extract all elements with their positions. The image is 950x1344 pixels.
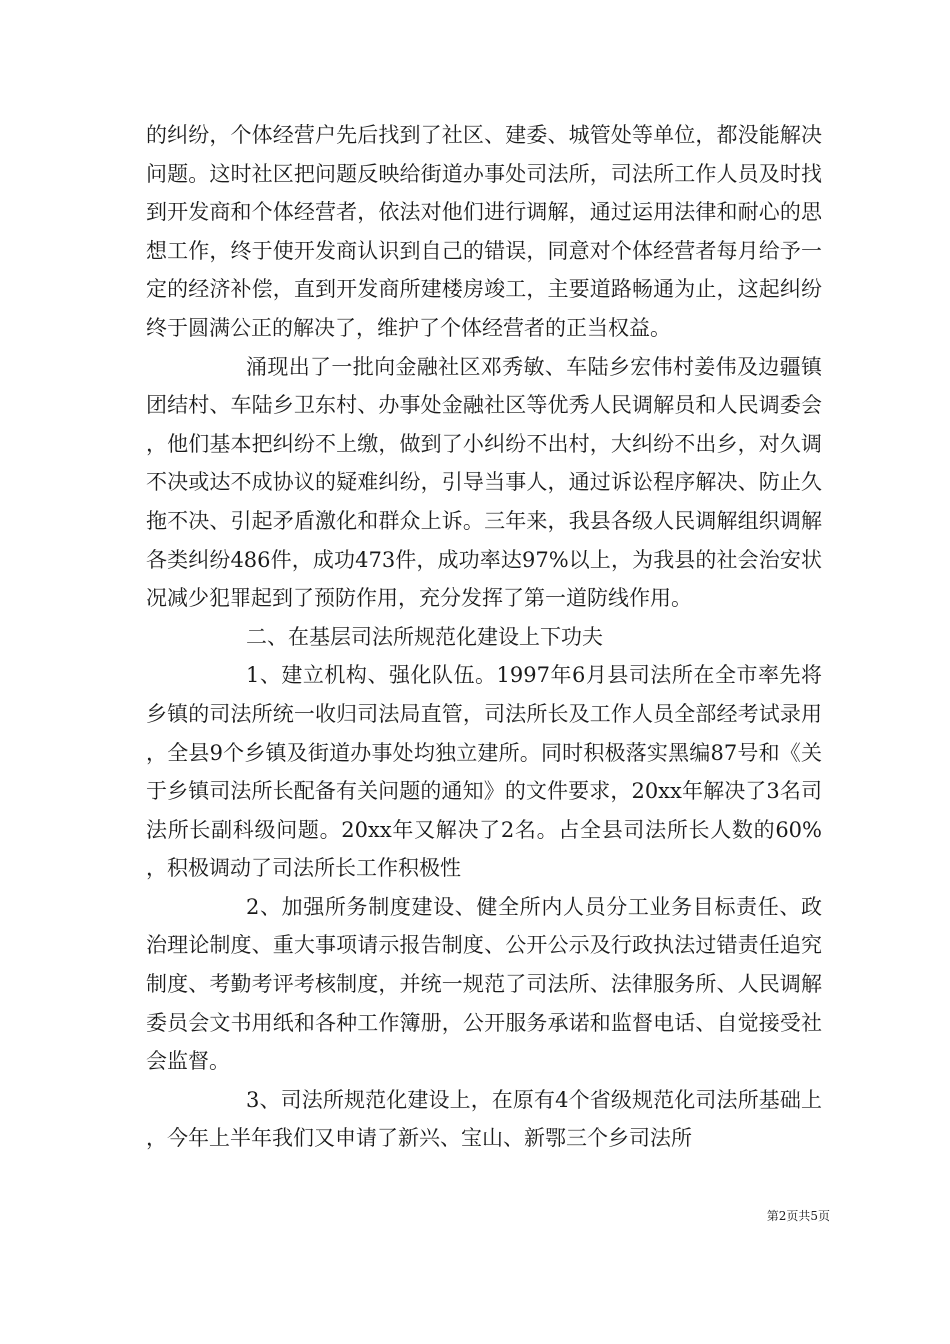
paragraph-item-3: 3、司法所规范化建设上，在原有4个省级规范化司法所基础上，今年上半年我们又申请了新兴、宝山、新鄂三个乡司法所 (146, 1087, 822, 1151)
paragraph-mediators: 涌现出了一批向金融社区邓秀敏、车陆乡宏伟村姜伟及边疆镇团结村、车陆乡卫东村、办事处金融社区等优秀人民调解员和人民调委会，他们基本把纠纷不上缴，做到了小纠纷不出村，大纠纷不出乡，对久调不决或达不成协议的疑难纠纷，引导当事人，通过诉讼程序解决、防止久拖不决、引起矛盾激化和群众上诉。三年来，我县各级人民调解组织调解各类纠纷486件，成功473件，成功率达97%以上，为我县的社会治安状况减少犯罪起到了预防作用，充分发挥了第一道防线作用。 (146, 354, 822, 611)
paragraph-item-2: 2、加强所务制度建设、健全所内人员分工业务目标责任、政治理论制度、重大事项请示报告制度、公开公示及行政执法过错责任追究制度、考勤考评考核制度，并统一规范了司法所、法律服务所、人民调解委员会文书用纸和各种工作簿册，公开服务承诺和监督电话、自觉接受社会监督。 (146, 894, 822, 1074)
paragraph-continuation: 的纠纷，个体经营户先后找到了社区、建委、城管处等单位，都没能解决问题。这时社区把问题反映给街道办事处司法所，司法所工作人员及时找到开发商和个体经营者，依法对他们进行调解，通过运用法律和耐心的思想工作，终于使开发商认识到自己的错误，同意对个体经营者每月给予一定的经济补偿，直到开发商所建楼房竣工，主要道路畅通为止，这起纠纷终于圆满公正的解决了，维护了个体经营者的正当权益。 (146, 123, 822, 340)
page-number-footer: 第2页共5页 (766, 1209, 830, 1223)
paragraph-item-1: 1、建立机构、强化队伍。1997年6月县司法所在全市率先将乡镇的司法所统一收归司法局直管，司法所长及工作人员全部经考试录用，全县9个乡镇及街道办事处均独立建所。同时积极落实黑编87号和《关于乡镇司法所长配备有关问题的通知》的文件要求，20xx年解决了3名司法所长副科级问题。20xx年又解决了2名。占全县司法所长人数的60%，积极调动了司法所长工作积极性 (146, 663, 822, 881)
document-body (146, 116, 822, 1158)
section-heading: 二、在基层司法所规范化建设上下功夫 (246, 624, 603, 649)
